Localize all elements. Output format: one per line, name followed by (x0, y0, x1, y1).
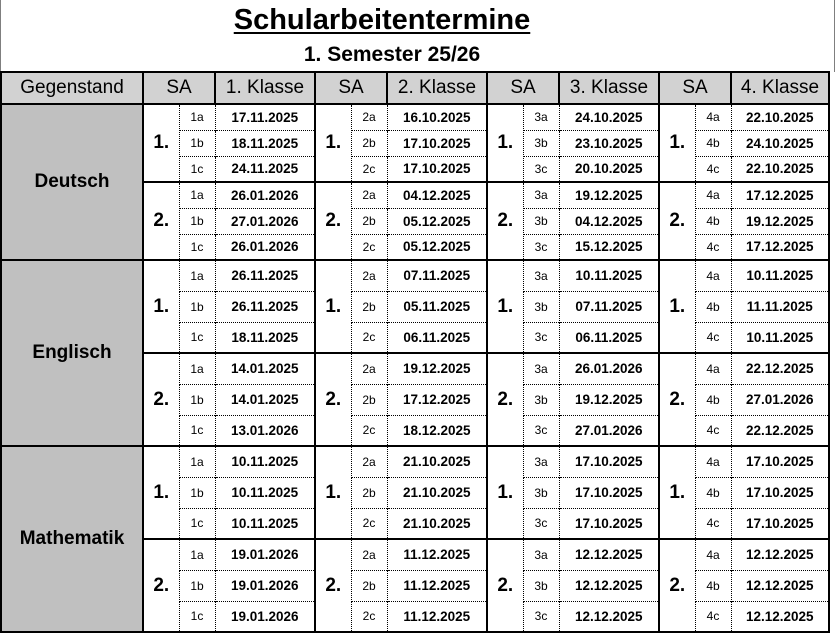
date-cell: 17.12.2025 (731, 234, 829, 260)
date-cell: 19.12.2025 (731, 208, 829, 234)
header-sa-4: SA (659, 72, 731, 104)
date-cell: 12.12.2025 (559, 601, 659, 632)
date-cell: 26.01.2026 (215, 182, 315, 208)
date-cell: 22.12.2025 (731, 353, 829, 384)
sa-number-cell: 1. (315, 260, 351, 353)
date-cell: 12.12.2025 (731, 570, 829, 601)
date-cell: 11.11.2025 (731, 291, 829, 322)
date-cell: 14.01.2025 (215, 353, 315, 384)
date-cell: 17.10.2025 (559, 508, 659, 539)
class-cell: 4b (695, 208, 731, 234)
class-cell: 2c (351, 508, 387, 539)
sa-number-cell: 2. (143, 182, 179, 260)
date-cell: 22.10.2025 (731, 156, 829, 182)
class-cell: 2b (351, 570, 387, 601)
sa-number-cell: 2. (659, 182, 695, 260)
class-cell: 3c (523, 415, 559, 446)
class-cell: 3b (523, 477, 559, 508)
sa-number-cell: 1. (659, 260, 695, 353)
class-cell: 3b (523, 570, 559, 601)
class-cell: 2a (351, 260, 387, 291)
date-cell: 17.10.2025 (387, 156, 487, 182)
date-cell: 19.01.2026 (215, 570, 315, 601)
sa-number-cell: 1. (143, 260, 179, 353)
sa-number-cell: 2. (659, 539, 695, 632)
date-cell: 16.10.2025 (387, 104, 487, 130)
date-cell: 17.10.2025 (559, 477, 659, 508)
class-cell: 3c (523, 508, 559, 539)
class-cell: 3a (523, 182, 559, 208)
date-cell: 07.11.2025 (559, 291, 659, 322)
sa-number-cell: 2. (143, 539, 179, 632)
class-cell: 2c (351, 234, 387, 260)
date-cell: 24.10.2025 (731, 130, 829, 156)
class-cell: 1c (179, 234, 215, 260)
class-cell: 4a (695, 353, 731, 384)
class-cell: 1b (179, 130, 215, 156)
class-cell: 4b (695, 570, 731, 601)
schedule-table (0, 71, 830, 633)
date-cell: 07.11.2025 (387, 260, 487, 291)
date-cell: 04.12.2025 (559, 208, 659, 234)
class-cell: 1b (179, 477, 215, 508)
page-subtitle: 1. Semester 25/26 (303, 43, 481, 66)
date-cell: 17.11.2025 (215, 104, 315, 130)
class-cell: 1b (179, 291, 215, 322)
sa-number-cell: 2. (659, 353, 695, 446)
class-cell: 3a (523, 260, 559, 291)
date-cell: 05.11.2025 (387, 291, 487, 322)
header-sa-1: SA (143, 72, 215, 104)
class-cell: 4c (695, 322, 731, 353)
class-cell: 2a (351, 446, 387, 477)
date-cell: 20.10.2025 (559, 156, 659, 182)
header-subject: Gegenstand (1, 72, 143, 104)
date-cell: 23.10.2025 (559, 130, 659, 156)
date-cell: 05.12.2025 (387, 208, 487, 234)
class-cell: 2b (351, 130, 387, 156)
class-cell: 3b (523, 130, 559, 156)
date-cell: 12.12.2025 (559, 539, 659, 570)
date-cell: 10.11.2025 (215, 477, 315, 508)
sa-number-cell: 1. (659, 104, 695, 182)
class-cell: 4c (695, 234, 731, 260)
date-cell: 19.01.2026 (215, 539, 315, 570)
class-cell: 1c (179, 508, 215, 539)
date-cell: 06.11.2025 (387, 322, 487, 353)
date-cell: 26.11.2025 (215, 291, 315, 322)
class-cell: 3b (523, 208, 559, 234)
header-sa-3: SA (487, 72, 559, 104)
date-cell: 17.10.2025 (731, 477, 829, 508)
class-cell: 1c (179, 322, 215, 353)
subject-cell: Deutsch (1, 104, 143, 260)
class-cell: 4a (695, 539, 731, 570)
table-row (1, 260, 829, 291)
date-cell: 10.11.2025 (559, 260, 659, 291)
class-cell: 2a (351, 182, 387, 208)
class-cell: 3a (523, 104, 559, 130)
date-cell: 12.12.2025 (731, 601, 829, 632)
class-cell: 1a (179, 260, 215, 291)
class-cell: 1b (179, 570, 215, 601)
date-cell: 24.10.2025 (559, 104, 659, 130)
class-cell: 2b (351, 477, 387, 508)
class-cell: 4a (695, 260, 731, 291)
class-cell: 3c (523, 322, 559, 353)
class-cell: 4a (695, 182, 731, 208)
class-cell: 1c (179, 156, 215, 182)
date-cell: 26.01.2026 (559, 353, 659, 384)
sa-number-cell: 2. (315, 539, 351, 632)
date-cell: 10.11.2025 (731, 322, 829, 353)
class-cell: 2b (351, 208, 387, 234)
sa-number-cell: 1. (659, 446, 695, 539)
date-cell: 17.12.2025 (731, 182, 829, 208)
date-cell: 15.12.2025 (559, 234, 659, 260)
date-cell: 27.01.2026 (215, 208, 315, 234)
header-klasse-3: 3. Klasse (559, 72, 659, 104)
class-cell: 4a (695, 446, 731, 477)
header-klasse-4: 4. Klasse (731, 72, 829, 104)
sa-number-cell: 1. (315, 104, 351, 182)
date-cell: 18.11.2025 (215, 322, 315, 353)
class-cell: 1a (179, 539, 215, 570)
date-cell: 19.01.2026 (215, 601, 315, 632)
header-klasse-1: 1. Klasse (215, 72, 315, 104)
sa-number-cell: 2. (143, 353, 179, 446)
subject-cell: Mathematik (1, 446, 143, 632)
class-cell: 4c (695, 415, 731, 446)
date-cell: 19.12.2025 (387, 353, 487, 384)
date-cell: 24.11.2025 (215, 156, 315, 182)
header-row (1, 72, 829, 104)
class-cell: 1c (179, 415, 215, 446)
date-cell: 17.10.2025 (731, 508, 829, 539)
class-cell: 2c (351, 415, 387, 446)
class-cell: 3a (523, 539, 559, 570)
table-row (1, 446, 829, 477)
sa-number-cell: 2. (487, 182, 523, 260)
date-cell: 17.12.2025 (387, 384, 487, 415)
sa-number-cell: 1. (143, 446, 179, 539)
date-cell: 17.10.2025 (387, 130, 487, 156)
class-cell: 2c (351, 322, 387, 353)
class-cell: 3c (523, 156, 559, 182)
date-cell: 21.10.2025 (387, 508, 487, 539)
header-klasse-2: 2. Klasse (387, 72, 487, 104)
date-cell: 17.10.2025 (559, 446, 659, 477)
schedule-body (1, 104, 829, 632)
class-cell: 1c (179, 601, 215, 632)
date-cell: 22.12.2025 (731, 415, 829, 446)
table-row (1, 104, 829, 130)
date-cell: 14.01.2025 (215, 384, 315, 415)
date-cell: 12.12.2025 (559, 570, 659, 601)
sa-number-cell: 1. (487, 104, 523, 182)
date-cell: 05.12.2025 (387, 234, 487, 260)
sa-number-cell: 2. (487, 353, 523, 446)
sa-number-cell: 1. (315, 446, 351, 539)
class-cell: 4c (695, 156, 731, 182)
class-cell: 2a (351, 353, 387, 384)
class-cell: 1a (179, 446, 215, 477)
date-cell: 26.11.2025 (215, 260, 315, 291)
class-cell: 3b (523, 291, 559, 322)
date-cell: 06.11.2025 (559, 322, 659, 353)
class-cell: 2c (351, 156, 387, 182)
date-cell: 21.10.2025 (387, 477, 487, 508)
class-cell: 2a (351, 539, 387, 570)
date-cell: 11.12.2025 (387, 601, 487, 632)
class-cell: 4a (695, 104, 731, 130)
sa-number-cell: 2. (487, 539, 523, 632)
date-cell: 19.12.2025 (559, 182, 659, 208)
date-cell: 11.12.2025 (387, 570, 487, 601)
date-cell: 22.10.2025 (731, 104, 829, 130)
class-cell: 1a (179, 104, 215, 130)
class-cell: 1a (179, 182, 215, 208)
sa-number-cell: 2. (315, 182, 351, 260)
class-cell: 1b (179, 384, 215, 415)
date-cell: 18.12.2025 (387, 415, 487, 446)
class-cell: 4b (695, 384, 731, 415)
date-cell: 18.11.2025 (215, 130, 315, 156)
class-cell: 4b (695, 130, 731, 156)
class-cell: 3a (523, 446, 559, 477)
sa-number-cell: 1. (487, 446, 523, 539)
class-cell: 3b (523, 384, 559, 415)
date-cell: 27.01.2026 (559, 415, 659, 446)
title-text: Schularbeitentermine (233, 4, 531, 36)
date-cell: 12.12.2025 (731, 539, 829, 570)
date-cell: 04.12.2025 (387, 182, 487, 208)
date-cell: 19.12.2025 (559, 384, 659, 415)
date-cell: 13.01.2026 (215, 415, 315, 446)
date-cell: 27.01.2026 (731, 384, 829, 415)
date-cell: 10.11.2025 (215, 508, 315, 539)
class-cell: 2c (351, 601, 387, 632)
date-cell: 10.11.2025 (731, 260, 829, 291)
date-cell: 26.01.2026 (215, 234, 315, 260)
class-cell: 4c (695, 508, 731, 539)
class-cell: 2a (351, 104, 387, 130)
sheet-right-edge (834, 0, 835, 72)
class-cell: 3c (523, 234, 559, 260)
page-title (0, 4, 764, 37)
sa-number-cell: 2. (315, 353, 351, 446)
date-cell: 17.10.2025 (731, 446, 829, 477)
class-cell: 2b (351, 384, 387, 415)
date-cell: 10.11.2025 (215, 446, 315, 477)
sa-number-cell: 1. (143, 104, 179, 182)
class-cell: 1a (179, 353, 215, 384)
class-cell: 3c (523, 601, 559, 632)
class-cell: 1b (179, 208, 215, 234)
header-sa-2: SA (315, 72, 387, 104)
date-cell: 21.10.2025 (387, 446, 487, 477)
class-cell: 4c (695, 601, 731, 632)
date-cell: 11.12.2025 (387, 539, 487, 570)
sa-number-cell: 1. (487, 260, 523, 353)
class-cell: 4b (695, 477, 731, 508)
class-cell: 4b (695, 291, 731, 322)
class-cell: 3a (523, 353, 559, 384)
class-cell: 2b (351, 291, 387, 322)
subject-cell: Englisch (1, 260, 143, 446)
